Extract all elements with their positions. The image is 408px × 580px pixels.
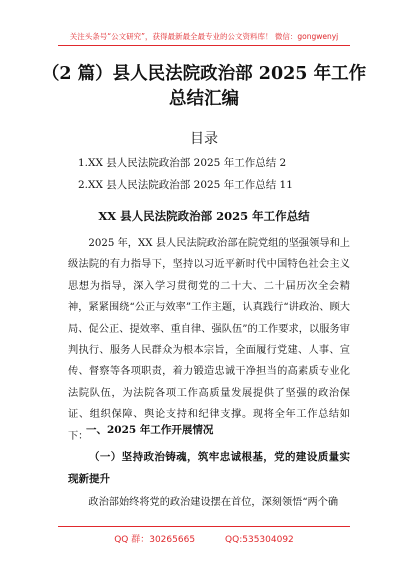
header-divider <box>58 45 350 46</box>
header-note: 关注头条号“公文研究”，获得最新最全最专业的公文资料库！ 微信：gongwenyj <box>69 32 339 41</box>
toc-item-2[interactable]: 2.XX 县人民法院政治部 2025 年工作总结 11 <box>78 179 293 191</box>
toc-heading: 目录 <box>190 131 218 147</box>
heading-level-1: 一、2025 年工作开展情况 <box>86 424 214 436</box>
footer-divider <box>58 526 350 527</box>
toc-item-1[interactable]: 1.XX 县人民法院政治部 2025 年工作总结 2 <box>78 157 287 169</box>
footer <box>0 532 408 545</box>
footer-qq-number: QQ:535304092 <box>225 535 294 545</box>
table-of-contents <box>78 152 293 196</box>
section-title: XX 县人民法院政治部 2025 年工作总结 <box>98 209 310 223</box>
intro-paragraph: 2025 年，XX 县人民法院政治部在院党组的坚强领导和上级法院的有力指导下，坚持以习近平新时代中国特色社会主义思想为指导，深入学习贯彻党的二十大、二十届历次全会精神，紧紧围绕“公正与效率”工作主题，认真践行“讲政治、顾大局、促公正、提效率、重自律、强队伍”的工作要求，以服务审判执行、服务人民群众为根本宗旨，全面履行党建、人事、宣传、督察等各项职责，着力锻造忠诚干净担当的高素质专业化法院队伍，为法院各项工作高质量发展提供了坚强的政治保证、组织保障、舆论支持和纪律支撑。现将全年工作总结如下： <box>68 238 350 442</box>
heading-level-2: （一）坚持政治铸魂，筑牢忠诚根基，党的建设质量实现新提升 <box>68 451 350 485</box>
footer-qq-group: QQ 群：30265665 <box>114 535 196 545</box>
body-paragraph: 政治部始终将党的政治建设摆在首位，深刻领悟“两个确 <box>88 497 339 508</box>
document-title: （2 篇）县人民法院政治部 2025 年工作总结汇编 <box>41 64 367 109</box>
